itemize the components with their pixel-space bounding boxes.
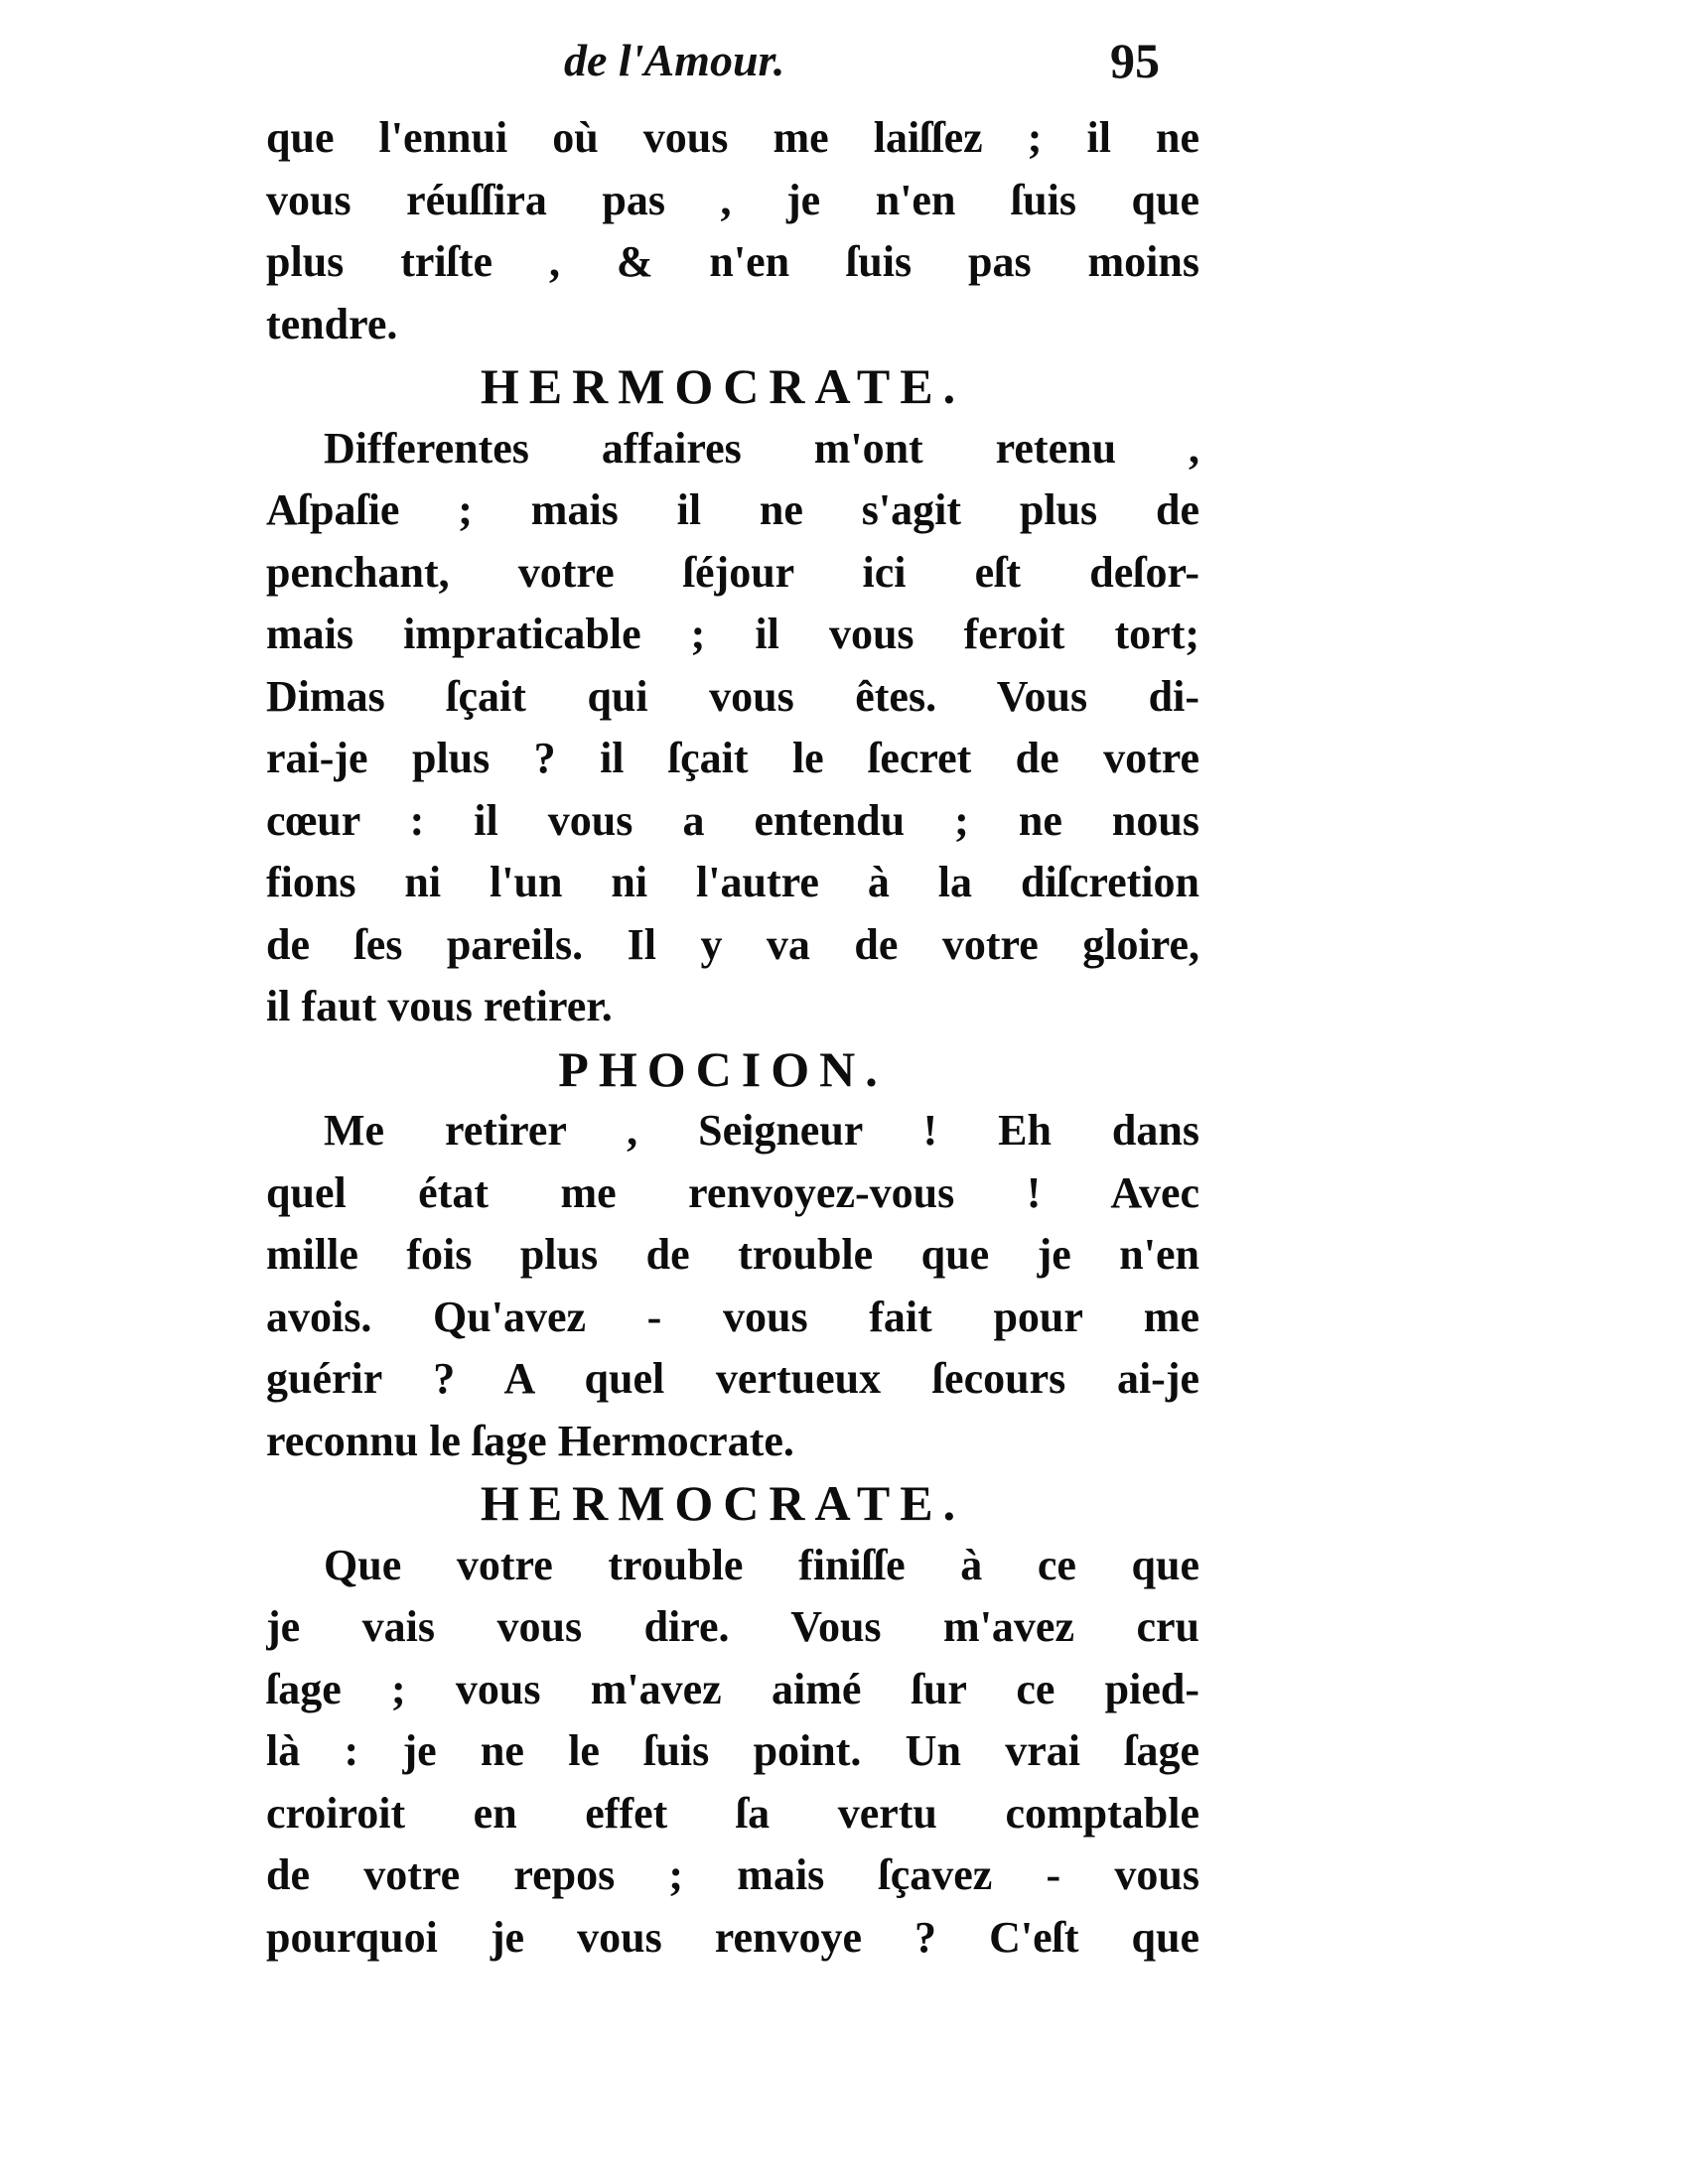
text-line: de ſes pareils. Il y va de votre gloire, — [266, 919, 1199, 969]
text-line: Me retirer , Seigneur ! Eh dans — [324, 1106, 1199, 1155]
text-line: mille fois plus de trouble que je n'en — [266, 1230, 1199, 1279]
text-line: croiroit en effet ſa vertu comptable — [266, 1788, 1199, 1838]
speaker-name: HERMOCRATE. — [480, 1475, 966, 1531]
page-number: 95 — [1110, 33, 1160, 88]
text-line: vous réuſſira pas , je n'en ſuis que — [266, 175, 1199, 224]
text-line: Differentes affaires m'ont retenu , — [324, 423, 1199, 473]
text-line: cœur : il vous a entendu ; ne nous — [266, 795, 1199, 845]
text-line: pourquoi je vous renvoye ? C'eſt que — [266, 1912, 1199, 1962]
text-line: guérir ? A quel vertueux ſecours ai-je — [266, 1354, 1199, 1403]
text-line: avois. Qu'avez - vous fait pour me — [266, 1292, 1199, 1341]
page-header — [266, 34, 1199, 93]
speaker-name: PHOCION. — [558, 1040, 888, 1097]
text-line: là : je ne le ſuis point. Un vrai ſage — [266, 1726, 1199, 1775]
text-line: je vais vous dire. Vous m'avez cru — [266, 1602, 1199, 1651]
text-line: ſage ; vous m'avez aimé ſur ce pied- — [266, 1664, 1199, 1713]
text-line: reconnu le ſage Hermocrate. — [266, 1416, 794, 1465]
page-body — [266, 107, 1199, 1969]
running-title: de l'Amour. — [564, 35, 785, 85]
text-line: mais impraticable ; il vous feroit tort; — [266, 610, 1199, 658]
text-line: Dimas ſçait qui vous êtes. Vous di- — [266, 671, 1199, 721]
text-line: que l'ennui où vous me laiſſez ; il ne — [266, 113, 1199, 162]
text-line: fions ni l'un ni l'autre à la diſcretion — [266, 858, 1199, 906]
text-line: il faut vous retirer. — [266, 982, 613, 1030]
text-line: plus triſte , & n'en ſuis pas moins — [266, 237, 1199, 286]
text-line: de votre repos ; mais ſçavez - vous — [266, 1850, 1199, 1899]
text-line: penchant, votre ſéjour ici eſt deſor- — [266, 547, 1199, 597]
text-line: quel état me renvoyez-vous ! Avec — [266, 1167, 1199, 1217]
text-line: tendre. — [266, 299, 398, 348]
text-line: Aſpaſie ; mais il ne s'agit plus de — [266, 485, 1199, 534]
text-line: rai-je plus ? il ſçait le ſecret de votre — [266, 734, 1199, 782]
text-line: Que votre trouble finiſſe à ce que — [324, 1540, 1199, 1589]
speaker-name: HERMOCRATE. — [480, 358, 966, 414]
